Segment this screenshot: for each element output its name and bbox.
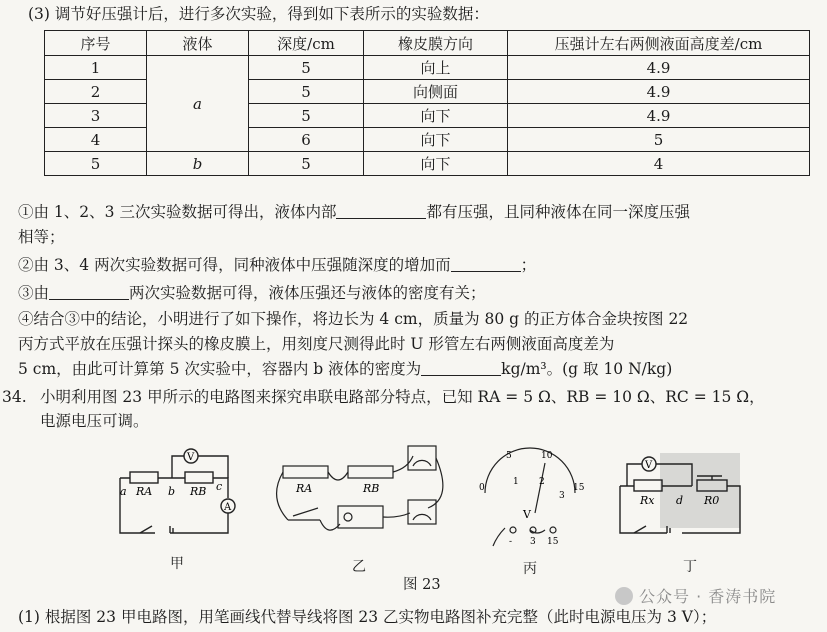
q3-text-a: ③由 bbox=[18, 284, 50, 302]
tick-3: 3 bbox=[559, 491, 565, 501]
cell-direction: 向侧面 bbox=[364, 80, 508, 104]
cell-num: 2 bbox=[45, 80, 147, 104]
terminal-15: 15 bbox=[547, 537, 559, 547]
watermark-text: 公众号 · 香涛书院 bbox=[639, 587, 777, 606]
question-4-line2: 丙方式平放在压强计探头的橡皮膜上，用刻度尺测得此时 U 形管左右两侧液面高度差为 bbox=[18, 335, 615, 353]
question-3 bbox=[18, 282, 486, 304]
q3-text-b: 两次实验数据可得，液体压强还与液体的密度有关； bbox=[129, 284, 486, 302]
physical-circuit-yi bbox=[268, 438, 458, 548]
cell-liquid-b: b bbox=[147, 152, 249, 176]
question-2 bbox=[18, 254, 536, 276]
question-1-cont: 相等； bbox=[18, 228, 65, 246]
cell-depth: 5 bbox=[249, 56, 364, 80]
cell-direction: 向下 bbox=[364, 128, 508, 152]
cell-height: 4 bbox=[508, 152, 810, 176]
ammeter-symbol: A bbox=[224, 502, 232, 513]
cell-direction: 向下 bbox=[364, 152, 508, 176]
label-ra: RA bbox=[296, 482, 313, 495]
cell-depth: 5 bbox=[249, 80, 364, 104]
question-1 bbox=[18, 201, 690, 223]
label-c: c bbox=[216, 480, 223, 493]
question-34-part1: (1) 根据图 23 甲电路图，用笔画线代替导线将图 23 乙实物电路图补充完整（此时电源电压为 3 V）； bbox=[18, 608, 717, 626]
tick-0: 0 bbox=[479, 483, 485, 493]
watermark bbox=[615, 584, 776, 607]
q4-text-d: kg/m³。(g 取 10 N/kg) bbox=[501, 360, 673, 378]
cell-height: 4.9 bbox=[508, 104, 810, 128]
q1-text-b: 都有压强，且同种液体在同一深度压强 bbox=[426, 203, 690, 221]
experiment-data-table bbox=[44, 30, 810, 176]
question-34-line2: 电源电压可调。 bbox=[40, 412, 149, 430]
cell-num: 1 bbox=[45, 56, 147, 80]
cell-depth: 5 bbox=[249, 152, 364, 176]
tick-5: 5 bbox=[506, 451, 512, 461]
table-header-row bbox=[45, 31, 810, 56]
question-4-line1: ④结合③中的结论，小明进行了如下操作，将边长为 4 cm，质量为 80 g 的正方体合金块按图 22 bbox=[18, 310, 689, 328]
terminal-3: 3 bbox=[530, 537, 536, 547]
cell-height: 4.9 bbox=[508, 80, 810, 104]
header-cell: 序号 bbox=[45, 31, 147, 56]
table-row bbox=[45, 56, 810, 80]
cell-direction: 向下 bbox=[364, 104, 508, 128]
terminal-minus: - bbox=[509, 537, 513, 547]
caption-ding: 丁 bbox=[683, 559, 697, 575]
label-a: a bbox=[120, 485, 127, 498]
figure-title: 图 23 bbox=[403, 577, 441, 593]
unit-v: V bbox=[523, 508, 531, 521]
cell-num: 4 bbox=[45, 128, 147, 152]
tick-15: 15 bbox=[573, 483, 585, 493]
tick-10: 10 bbox=[541, 451, 553, 461]
circuit-diagram-jia bbox=[110, 438, 250, 548]
table-row bbox=[45, 152, 810, 176]
header-cell: 液体 bbox=[147, 31, 249, 56]
voltmeter-symbol: V bbox=[645, 460, 653, 471]
cell-height: 5 bbox=[508, 128, 810, 152]
tick-2: 2 bbox=[539, 477, 545, 487]
caption-jia: 甲 bbox=[170, 556, 184, 572]
wechat-icon bbox=[615, 587, 633, 605]
question-34-number: 34. bbox=[2, 388, 27, 406]
q4-text-c: 5 cm，由此可计算第 5 次实验中，容器内 b 液体的密度为 bbox=[18, 360, 422, 378]
answer-blank[interactable] bbox=[421, 359, 501, 376]
caption-yi: 乙 bbox=[352, 559, 366, 575]
voltmeter-dial-bing bbox=[475, 438, 585, 548]
answer-blank[interactable] bbox=[49, 283, 129, 300]
q2-text-a: ②由 3、4 两次实验数据可得，同种液体中压强随深度的增加而 bbox=[18, 256, 451, 274]
label-r0: R0 bbox=[704, 494, 720, 507]
circuit-diagram-ding bbox=[612, 438, 762, 548]
cell-num: 5 bbox=[45, 152, 147, 176]
q1-text-a: ①由 1、2、3 三次实验数据可得出，液体内部 bbox=[18, 203, 337, 221]
answer-blank[interactable] bbox=[451, 255, 521, 272]
label-rb: RB bbox=[363, 482, 380, 495]
question-34-line1: 小明利用图 23 甲所示的电路图来探究串联电路部分特点，已知 RA = 5 Ω、RB = 10 Ω、RC = 15 Ω， bbox=[40, 388, 765, 406]
cell-liquid-a: a bbox=[147, 56, 249, 152]
question-intro: (3) 调节好压强计后，进行多次实验，得到如下表所示的实验数据： bbox=[28, 5, 489, 23]
voltmeter-symbol: V bbox=[187, 452, 195, 463]
answer-blank[interactable] bbox=[336, 202, 426, 219]
label-rb: RB bbox=[190, 485, 207, 498]
tick-1: 1 bbox=[513, 477, 519, 487]
header-cell: 深度/cm bbox=[249, 31, 364, 56]
header-cell: 橡皮膜方向 bbox=[364, 31, 508, 56]
label-rx: Rx bbox=[640, 494, 655, 507]
cell-num: 3 bbox=[45, 104, 147, 128]
label-ra: RA bbox=[136, 485, 153, 498]
label-b: b bbox=[168, 485, 176, 498]
header-cell: 压强计左右两侧液面高度差/cm bbox=[508, 31, 810, 56]
cell-direction: 向上 bbox=[364, 56, 508, 80]
cell-height: 4.9 bbox=[508, 56, 810, 80]
cell-depth: 5 bbox=[249, 104, 364, 128]
question-4-line3 bbox=[18, 358, 672, 380]
label-d: d bbox=[676, 494, 684, 507]
caption-bing: 丙 bbox=[523, 561, 537, 577]
q2-text-b: ； bbox=[520, 256, 537, 274]
cell-depth: 6 bbox=[249, 128, 364, 152]
